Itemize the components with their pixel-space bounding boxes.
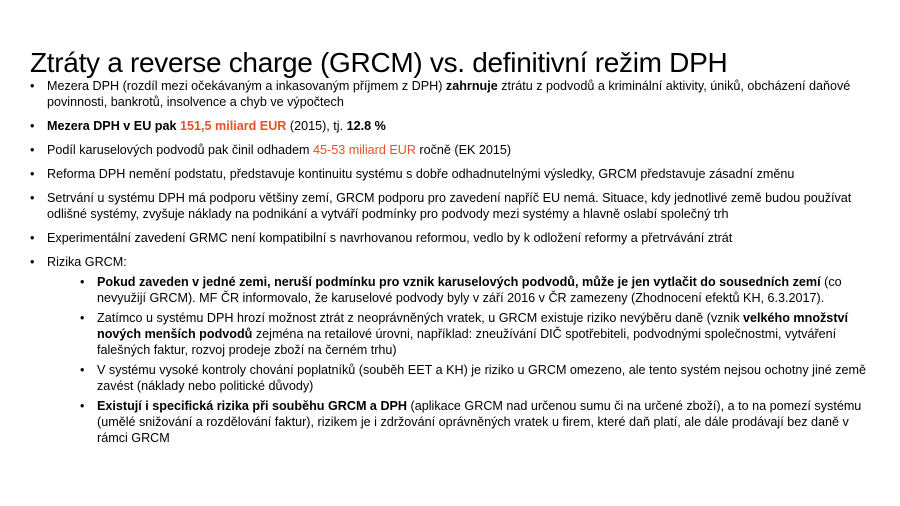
sub-bullet-specific-risks [80, 398, 880, 446]
text: Setrvání u systému DPH má podporu většiny zemí, GRCM podporu pro zavedení napříč EU nemá. Situace, kdy jednotlivé země budou používat odlišné systémy, zvyšuje náklady na podnikání a vytváří podmínky pro podvody mezi systémy a hlavně oslabí společný trh [47, 191, 852, 221]
bullet-carousel-fraud-share [30, 142, 880, 158]
bullet-vat-system-support [30, 190, 880, 222]
bold-text: velkého množství nových menších podvodů [97, 311, 849, 341]
text: ročně (EK 2015) [415, 143, 512, 157]
text: Rizika GRCM: [47, 255, 127, 269]
bullet-vat-reform [30, 166, 880, 182]
highlight-value: 151,5 miliard EUR [180, 119, 287, 133]
bold-text: Pokud zaveden v jedné zemi, neruší podmínku pro vznik karuselových podvodů, může je jen vytlačit do sousedních zemí [97, 275, 821, 289]
text: Reforma DPH nemění podstatu, představuje kontinuitu systému s dobře odhadnutelnými výsledky, GRCM představuje zásadní změnu [47, 167, 795, 181]
text: (2015), tj. [286, 119, 347, 133]
text: (co nevyužijí GRCM). MF ČR informovalo, že karuselové podvody byly v září 2016 v ČR zamezeny (Zhodnocení efektů KH, 6.3.2017). [97, 275, 842, 305]
sub-bullet-non-collection-risk [80, 310, 880, 358]
bullet-grcm-risks [30, 254, 880, 446]
bold-text: 12.8 % [346, 119, 386, 133]
text: Mezera DPH (rozdíl mezi očekávaným a inkasovaným příjmem z DPH) [47, 79, 446, 93]
bold-text: Existují i specifická rizika při souběhu GRCM a DPH [97, 399, 408, 413]
text: zejména na retailové úrovni, například: zneužívání DIČ spotřebiteli, podvodnými společnostmi, vytváření falešných faktur, rozvoj prodeje zboží na černém trhu) [97, 327, 837, 357]
highlight-value: 45-53 miliard EUR [313, 143, 416, 157]
text: (aplikace GRCM nad určenou sumu či na určené zboží), a to na pomezí systému (umělé snižování a rozdělování faktur), rizikem je i zdržování oprávněných vratek u firem, které daň platí, ale dále prodávají bez daně v rámci GRCM [97, 399, 862, 445]
bullet-vat-gap-definition [30, 78, 880, 110]
sub-bullet-high-control [80, 362, 880, 394]
text: V systému vysoké kontroly chování poplatníků (souběh EET a KH) je riziko u GRCM omezeno, ale tento systém nejsou ochotny jiné země zavést (náklady nebo politické důvody) [97, 363, 867, 393]
slide-title: Ztráty a reverse charge (GRCM) vs. definitivní režim DPH [30, 46, 728, 78]
bold-text: Mezera DPH v EU pak [47, 119, 180, 133]
text: Podíl karuselových podvodů pak činil odhadem [47, 143, 314, 157]
bullet-vat-gap-eu [30, 118, 880, 134]
text: Experimentální zavedení GRMC není kompatibilní s navrhovanou reformou, vedlo by k odložení reformy a přetrvávání ztrát [47, 231, 733, 245]
text: ztrátu z podvodů a kriminální aktivity, úniků, obcházení daňové povinnosti, bankrotů, insolvence a chyb ve výpočtech [47, 79, 851, 109]
bullet-list [30, 78, 880, 454]
sub-bullet-list [47, 274, 880, 446]
bold-text: zahrnuje [445, 79, 498, 93]
bullet-experimental-grmc [30, 230, 880, 246]
text: Zatímco u systému DPH hrozí možnost ztrát z neoprávněných vratek, u GRCM existuje riziko nevýběru daně (vznik [97, 311, 744, 325]
sub-bullet-single-country [80, 274, 880, 306]
